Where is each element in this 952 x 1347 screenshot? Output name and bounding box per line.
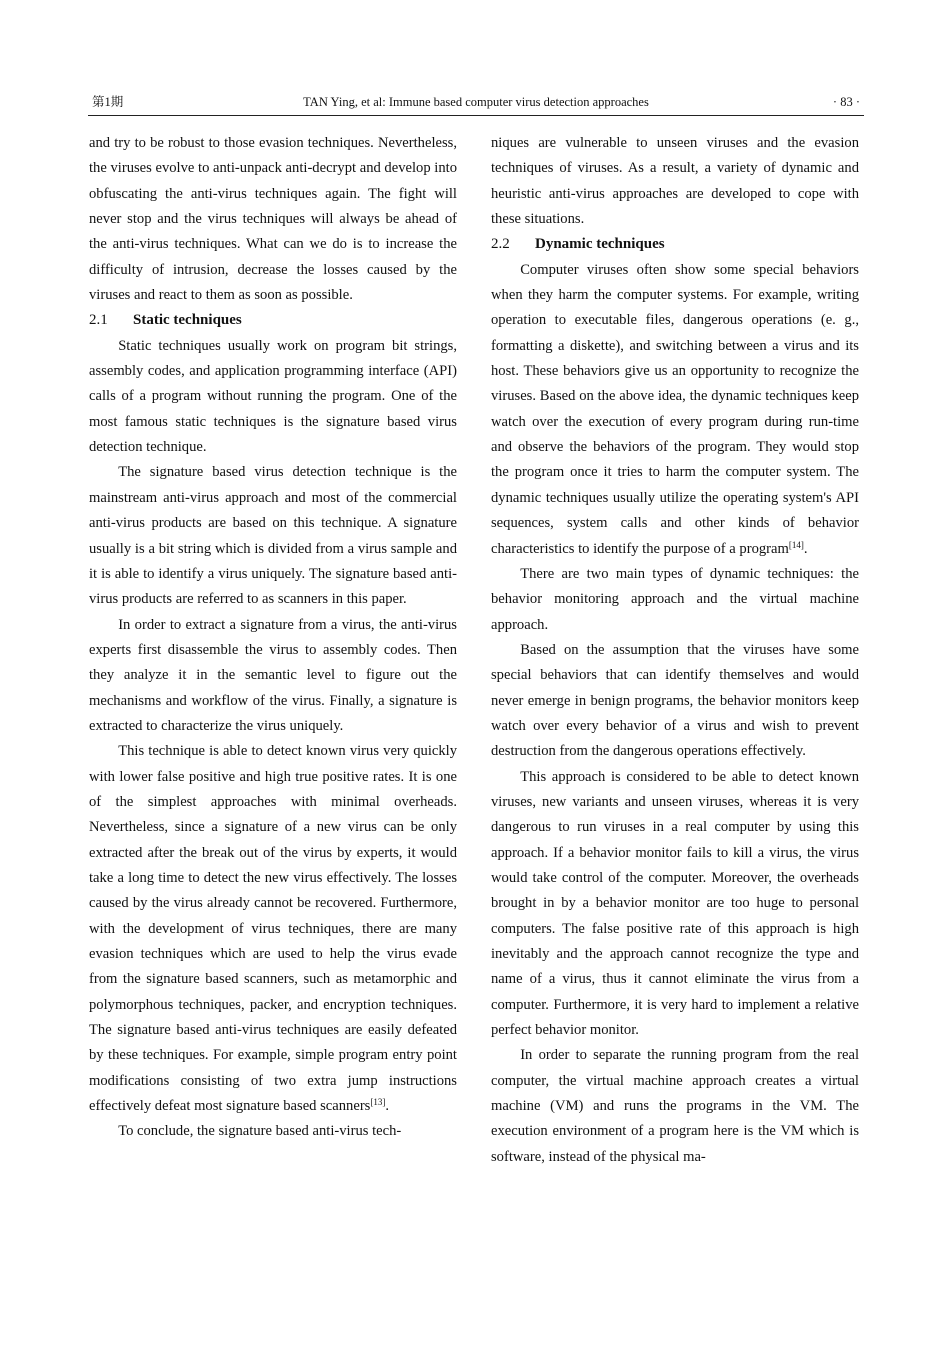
paragraph-end: . [803, 540, 808, 557]
section-title: Dynamic techniques [535, 236, 665, 253]
paragraph: and try to be robust to those evasion techniques. Nevertheless, the viruses evolve to anti-unpack anti-decrypt and develop into obfuscating the anti-virus techniques again. The fight will never stop and the virus techniques will always be ahead of the anti-virus techniques. What can we do is to increase the difficulty of intrusion, decrease the losses caused by the viruses and react to them as soon as possible. [89, 135, 457, 304]
paragraph: Based on the assumption that the viruses have some special behaviors that can identify themselves and would never emerge in benign programs, the behavior monitors keep watch over every behavior of a virus and wish to prevent destruction from the dangerous operations effectively. [491, 641, 859, 760]
running-title: TAN Ying, et al: Immune based computer virus detection approaches [303, 95, 649, 109]
right-column [491, 131, 859, 1170]
paragraph: To conclude, the signature based anti-virus tech- [118, 1123, 402, 1140]
left-column [89, 131, 457, 1145]
paragraph-text: Computer viruses often show some special behaviors when they harm the computer systems. For example, writing operation to executable files, dangerous operations (e. g., formatting a diskette), and switching between a virus and its host. These behaviors give us an opportunity to recognize the viruses. Based on the above idea, the dynamic techniques keep watch over the execution of every program during run-time and observe the behaviors of the program. They would stop the program once it tries to harm the computer system. The dynamic techniques usually utilize the operating system's API sequences, system calls and other kinds of behavior characteristics to identify the purpose of a program [491, 261, 859, 557]
section-title: Static techniques [133, 312, 242, 329]
issue-label: 第1期 [92, 95, 124, 109]
paragraph: In order to extract a signature from a virus, the anti-virus experts first disassemble the virus to assembly codes. Then they analyze it in the semantic level to figure out the mechanisms and workflow of the virus. Finally, a signature is extracted to characterize the virus uniquely. [89, 616, 457, 734]
paragraph: Static techniques usually work on program bit strings, assembly codes, and application programming interface (API) calls of a program without running the program. One of the most famous static techniques is the signature based virus detection technique. [89, 337, 457, 456]
header-rule [88, 115, 864, 116]
running-header [92, 92, 860, 112]
paragraph: This approach is considered to be able to detect known viruses, new variants and unseen viruses, whereas it is very dangerous to run viruses in a real computer by using this approach. If a behavior monitor fails to kill a virus, the virus would take control of the computer. Moreover, the overheads brought in by a behavior monitor are too huge to personal computers. The false positive rate of this approach is high inevitably and the approach cannot recognize the type and name of a virus, thus it cannot eliminate the virus from a computer. Furthermore, it is very hard to implement a relative perfect behavior monitor. [491, 768, 859, 1039]
paragraph-with-citation [491, 258, 859, 562]
section-heading-2-2 [491, 232, 859, 257]
section-number: 2.1 [89, 312, 108, 329]
paragraph: In order to separate the running program from the real computer, the virtual machine approach creates a virtual machine (VM) and runs the programs in the VM. The execution environment of a program here is the VM which is software, instead of the physical ma- [491, 1047, 859, 1165]
citation-14: [14] [788, 539, 804, 550]
section-heading-2-1 [89, 308, 457, 333]
paragraph-end: . [385, 1098, 390, 1115]
paragraph: The signature based virus detection technique is the mainstream anti-virus approach and most of the commercial anti-virus products are based on this technique. A signature usually is a bit string which is divided from a virus sample and it is able to identify a virus uniquely. The signature based anti-virus products are referred to as scanners in this paper. [89, 464, 457, 608]
paragraph-text: This technique is able to detect known virus very quickly with lower false positive and high true positive rates. It is one of the simplest approaches with minimal overheads. Nevertheless, since a signature of a new virus can be only extracted after the break out of the virus by experts, it would take a long time to detect the new virus effectively. The losses caused by the virus already cannot be recovered. Furthermore, with the development of virus techniques, there are many evasion techniques which are used to help the virus evade from the signature based scanners, such as metamorphic and polymorphous techniques, packer, and encryption techniques. The signature based anti-virus techniques are easily defeated by these techniques. For example, simple program entry point modifications consisting of two extra jump instructions effectively defeat most signature based scanners [89, 743, 457, 1115]
paragraph: There are two main types of dynamic techniques: the behavior monitoring approach and the virtual machine approach. [491, 565, 859, 633]
paragraph-with-citation [89, 739, 457, 1119]
section-number: 2.2 [491, 236, 510, 253]
citation-13: [13] [370, 1097, 386, 1108]
page-number: · 83 · [832, 95, 860, 109]
paragraph: niques are vulnerable to unseen viruses and the evasion techniques of viruses. As a result, a variety of dynamic and heuristic anti-virus approaches are developed to cope with these situations. [491, 135, 859, 228]
